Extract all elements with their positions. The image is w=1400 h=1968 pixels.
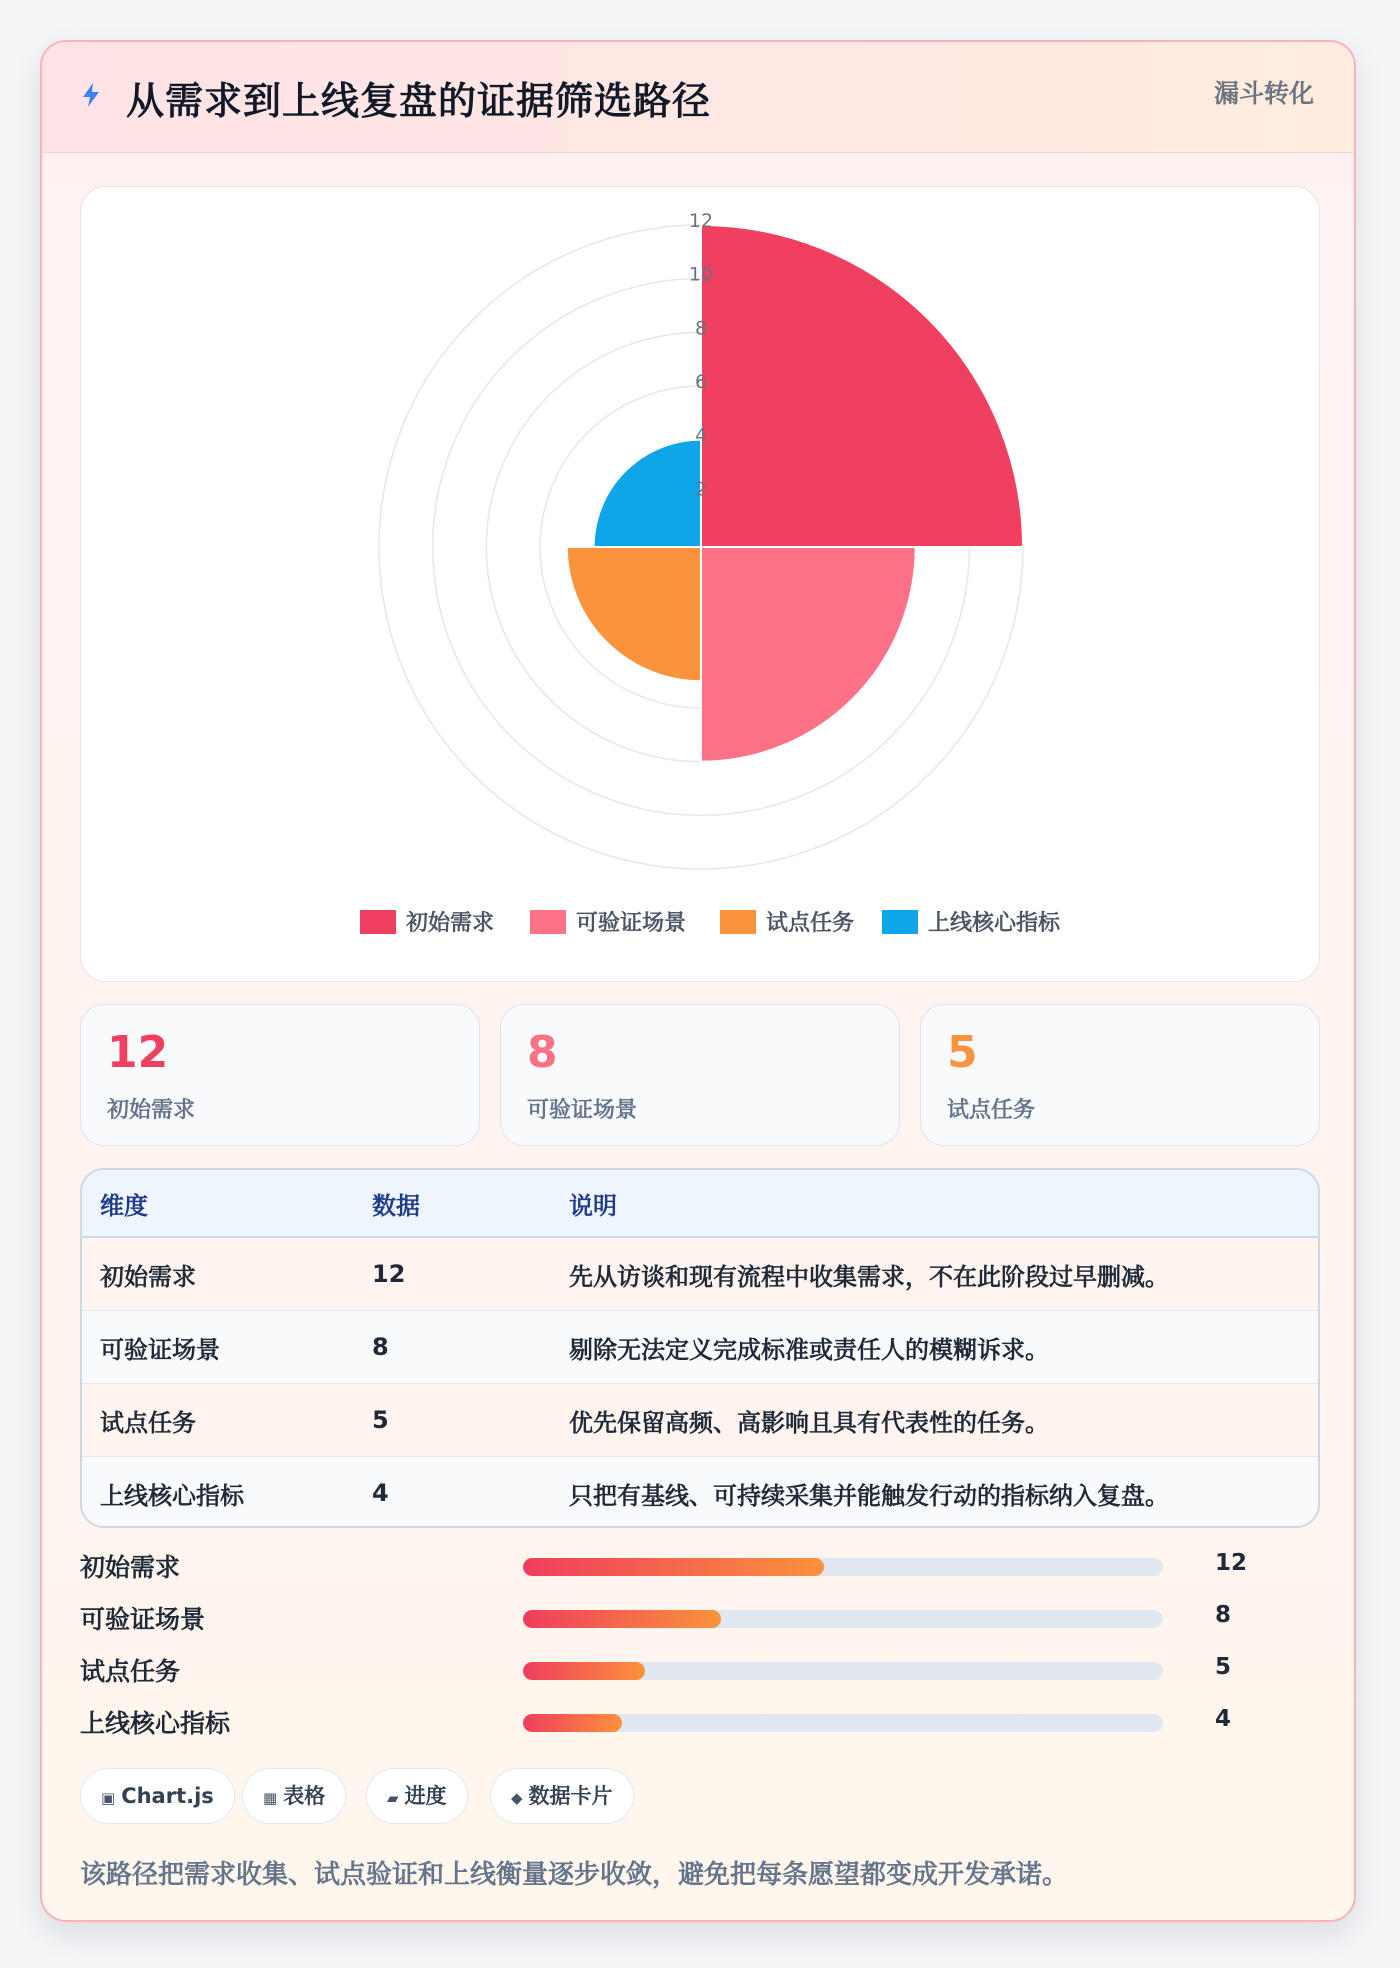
chip-label: 数据卡片 [528,1784,613,1808]
stat-card-pilot [920,1004,1320,1146]
progress-fill [523,1558,824,1576]
data-table [80,1168,1320,1528]
legend-label: 试点任务 [766,911,855,936]
table-cell: 先从访谈和现有流程中收集需求，不在此阶段过早删减。 [551,1237,1318,1311]
table-cell: 4 [354,1457,551,1529]
chip-label: 进度 [404,1784,447,1808]
progress-label: 试点任务 [80,1657,181,1686]
stat-card-verifiable [500,1004,900,1146]
table-row [82,1384,1318,1457]
progress-value: 4 [1215,1706,1232,1732]
stat-label: 初始需求 [107,1098,196,1123]
table-cell: 优先保留高频、高影响且具有代表性的任务。 [551,1384,1318,1457]
chip-icon: ▰ [387,1789,399,1807]
stat-label: 试点任务 [947,1098,1036,1123]
table-cell: 5 [354,1384,551,1457]
progress-row-metric [80,1702,1320,1742]
chip-progress [366,1768,468,1824]
progress-label: 可验证场景 [80,1605,206,1634]
chip-icon: ◆ [511,1789,523,1807]
column-header-data: 数据 [354,1170,551,1237]
chip-label: 表格 [283,1784,326,1808]
legend-swatch [530,910,566,934]
stat-card-initial [80,1004,480,1146]
radial-tick-label: 6 [694,371,708,393]
table-cell: 可验证场景 [82,1311,354,1384]
progress-track [523,1558,1163,1576]
progress-row-verifiable [80,1598,1320,1638]
chip-chartjs [80,1768,235,1824]
progress-row-pilot [80,1650,1320,1690]
stat-value: 12 [107,1027,169,1078]
table-cell: 8 [354,1311,551,1384]
progress-fill [523,1610,721,1628]
polar-wedge-0[interactable] [701,225,1023,547]
polar-area-chart [81,187,1321,983]
page-title: 从需求到上线复盘的证据筛选路径 [126,79,712,123]
table-cell: 初始需求 [82,1237,354,1311]
stat-value: 8 [527,1027,558,1078]
table-cell: 剔除无法定义完成标准或责任人的模糊诉求。 [551,1311,1318,1384]
chip-label: Chart.js [121,1784,214,1808]
chart-panel [80,186,1320,982]
summary-text: 该路径把需求收集、试点验证和上线衡量逐步收敛，避免把每条愿望都变成开发承诺。 [80,1860,1069,1890]
progress-value: 5 [1215,1654,1232,1680]
column-header-description: 说明 [551,1170,1318,1237]
legend-swatch [720,910,756,934]
progress-label: 初始需求 [80,1553,181,1582]
legend-label: 初始需求 [406,911,495,936]
progress-value: 12 [1215,1550,1248,1576]
polar-wedge-3[interactable] [594,440,701,547]
radial-tick-label: 10 [688,263,714,286]
report-card [40,40,1356,1922]
table-cell: 只把有基线、可持续采集并能触发行动的指标纳入复盘。 [551,1457,1318,1529]
radial-tick-label: 12 [688,210,714,232]
progress-label: 上线核心指标 [80,1709,231,1738]
progress-fill [523,1714,622,1732]
card-header [42,42,1354,153]
polar-wedge-1[interactable] [701,547,916,762]
table-cell: 12 [354,1237,551,1311]
progress-row-initial [80,1546,1320,1586]
chip-icon: ▣ [101,1789,116,1807]
table-row [82,1457,1318,1529]
chip-data-card [490,1768,634,1824]
radial-tick-label: 8 [694,317,708,340]
progress-track [523,1662,1163,1680]
table-row [82,1237,1318,1311]
chip-icon: ▦ [263,1789,278,1807]
legend-label: 可验证场景 [576,911,687,936]
legend-swatch [360,910,396,934]
table-cell: 上线核心指标 [82,1457,354,1529]
column-header-dimension: 维度 [82,1170,354,1237]
chip-table [242,1768,346,1824]
chart-type-tag: 漏斗转化 [1213,79,1314,108]
table-header-row [82,1170,1318,1237]
progress-fill [523,1662,645,1680]
table-cell: 试点任务 [82,1384,354,1457]
lightning-icon [80,82,102,108]
legend-label: 上线核心指标 [928,911,1061,936]
radial-tick-label: 4 [694,424,708,447]
radial-tick-label: 2 [694,478,708,501]
legend-swatch [882,910,918,934]
stat-value: 5 [947,1027,978,1078]
progress-track [523,1610,1163,1628]
table-row [82,1311,1318,1384]
progress-track [523,1714,1163,1732]
progress-value: 8 [1215,1602,1232,1628]
stat-label: 可验证场景 [527,1098,638,1123]
